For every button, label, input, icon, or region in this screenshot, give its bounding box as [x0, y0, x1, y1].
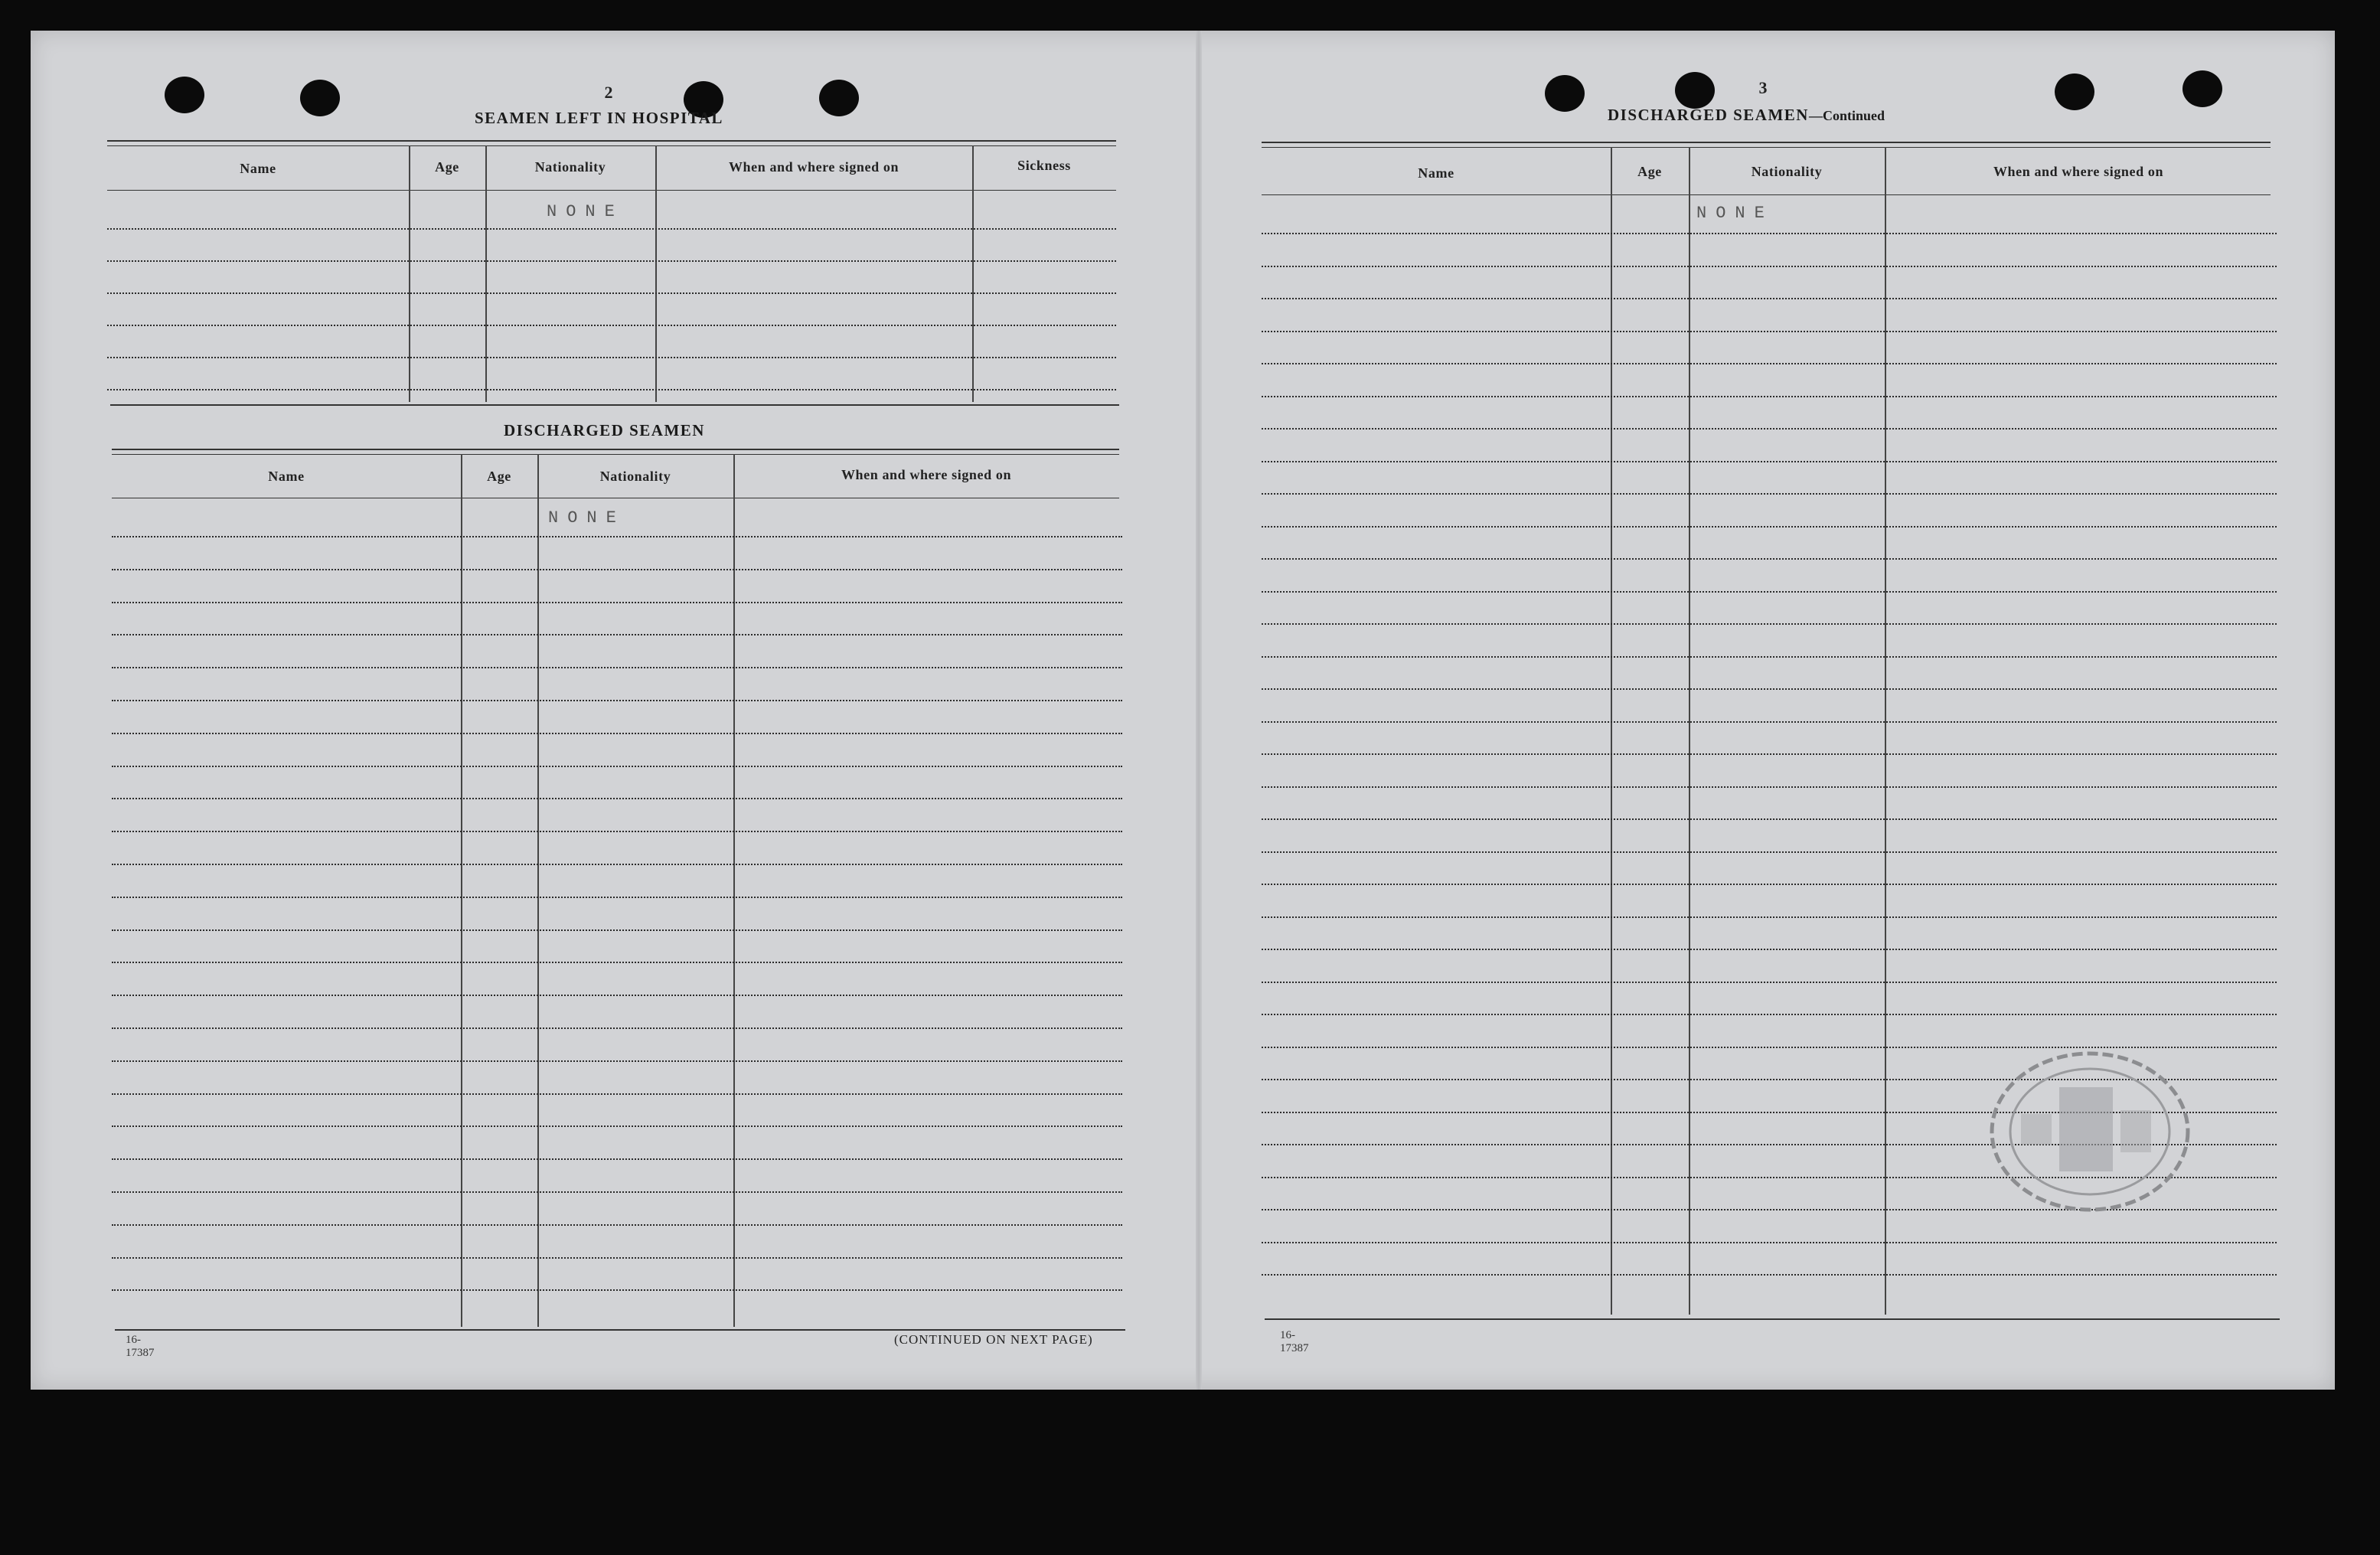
punch-hole [165, 77, 204, 113]
col-header-nationality: Nationality [599, 469, 671, 484]
ruled-line [1262, 428, 2277, 430]
ruled-line [112, 700, 1122, 701]
page-number: 2 [604, 83, 613, 102]
ruled-line [112, 929, 1122, 931]
ruled-line [1262, 526, 2277, 528]
ruled-line [1262, 916, 2277, 918]
col-header-name: Name [1418, 165, 1454, 181]
punch-hole [1545, 75, 1585, 112]
section-title-text: DISCHARGED SEAMEN [1608, 106, 1809, 124]
ruled-line [1262, 786, 2277, 788]
ruled-line [112, 897, 1122, 898]
center-fold [1196, 31, 1202, 1390]
punch-hole [2055, 74, 2094, 110]
ruled-line [1262, 1242, 2277, 1243]
ruled-line [112, 798, 1122, 799]
ruled-line [112, 602, 1122, 603]
punch-hole [300, 80, 340, 116]
ruled-line [112, 1125, 1122, 1127]
ruled-line [112, 536, 1122, 537]
discharged-entry: NONE [1696, 204, 1774, 223]
ruled-line [112, 831, 1122, 832]
ruled-line [1262, 1014, 2277, 1015]
page-number: 3 [1758, 78, 1768, 97]
col-header-sickness: Sickness [1017, 158, 1071, 173]
ruled-line [1262, 1274, 2277, 1276]
ruled-line [112, 1027, 1122, 1029]
ruled-line [1262, 233, 2277, 234]
ruled-line [1262, 493, 2277, 495]
ruled-line [112, 1224, 1122, 1226]
punch-hole [2182, 70, 2222, 107]
ruled-line [1262, 721, 2277, 723]
punch-hole [819, 80, 859, 116]
stamp-seal-icon [1975, 1041, 2205, 1217]
ruled-line [1262, 982, 2277, 983]
discharged-entry: NONE [548, 508, 625, 528]
hospital-entry: NONE [547, 202, 624, 221]
ruled-line [112, 962, 1122, 963]
ruled-line [112, 667, 1122, 668]
discharged-section-title: DISCHARGED SEAMEN [504, 421, 705, 439]
ruled-line [112, 1060, 1122, 1062]
col-header-signed-on: When and where signed on [841, 467, 1012, 482]
section-title-suffix: —Continued [1808, 108, 1885, 123]
ruled-line [1262, 396, 2277, 397]
ruled-line [112, 1289, 1122, 1291]
col-header-name: Name [240, 161, 276, 176]
ruled-line [112, 1158, 1122, 1160]
col-header-name: Name [268, 469, 305, 484]
ruled-line [1262, 623, 2277, 625]
form-number: 16-17387 [126, 1334, 155, 1359]
col-header-nationality: Nationality [1751, 164, 1823, 179]
punch-hole [1675, 72, 1715, 109]
ruled-line [112, 1257, 1122, 1259]
form-number: 16-17387 [1280, 1329, 1309, 1354]
continued-note: (CONTINUED ON NEXT PAGE) [894, 1332, 1093, 1347]
ruled-line [1262, 884, 2277, 885]
ruled-line [112, 1191, 1122, 1193]
ruled-line [112, 733, 1122, 734]
col-header-signed-on: When and where signed on [728, 159, 899, 175]
ruled-line [1262, 818, 2277, 820]
ruled-line [112, 1093, 1122, 1095]
col-header-age: Age [1637, 164, 1662, 179]
ruled-line [112, 569, 1122, 570]
col-header-nationality: Nationality [534, 159, 606, 175]
col-header-age: Age [487, 469, 511, 484]
col-header-signed-on: When and where signed on [1993, 164, 2164, 179]
ruled-line [1262, 753, 2277, 755]
ruled-line [112, 995, 1122, 996]
ruled-line [1262, 851, 2277, 853]
ruled-line [112, 766, 1122, 767]
ruled-line [1262, 363, 2277, 364]
ruled-line [1262, 266, 2277, 267]
ruled-line [1262, 298, 2277, 299]
ruled-line [112, 864, 1122, 865]
ruled-line [1262, 688, 2277, 690]
ruled-line [1262, 949, 2277, 950]
ruled-line [112, 634, 1122, 635]
ruled-line [1262, 591, 2277, 593]
discharged-continued-title [1608, 106, 1885, 125]
ruled-line [1262, 656, 2277, 658]
ruled-line [1262, 461, 2277, 462]
hospital-section-title: SEAMEN LEFT IN HOSPITAL [475, 109, 723, 127]
col-header-age: Age [435, 159, 459, 175]
ruled-line [1262, 331, 2277, 332]
ruled-line [1262, 558, 2277, 560]
